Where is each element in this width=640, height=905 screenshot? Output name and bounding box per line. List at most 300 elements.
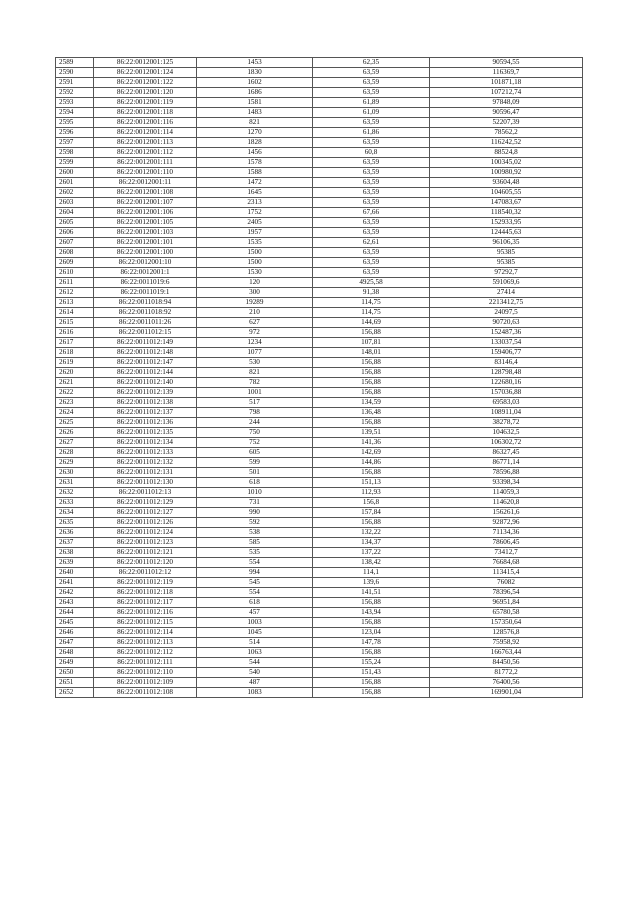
table-row bbox=[56, 118, 583, 128]
cadastral-value-cell: 78596,88 bbox=[430, 468, 583, 478]
table-row bbox=[56, 518, 583, 528]
area-cell: 1483 bbox=[197, 108, 313, 118]
cadastral-value-cell: 86327,45 bbox=[430, 448, 583, 458]
cadastral-value-cell: 104632,5 bbox=[430, 428, 583, 438]
area-cell: 2405 bbox=[197, 218, 313, 228]
specific-value-cell: 143,94 bbox=[313, 608, 430, 618]
row-number-cell: 2645 bbox=[56, 618, 94, 628]
specific-value-cell: 114,1 bbox=[313, 568, 430, 578]
row-number-cell: 2604 bbox=[56, 208, 94, 218]
specific-value-cell: 156,88 bbox=[313, 368, 430, 378]
row-number-cell: 2640 bbox=[56, 568, 94, 578]
cadastral-number-cell: 86:22:0012001:107 bbox=[94, 198, 197, 208]
cadastral-value-cell: 152487,36 bbox=[430, 328, 583, 338]
area-cell: 457 bbox=[197, 608, 313, 618]
cadastral-number-cell: 86:22:0011018:92 bbox=[94, 308, 197, 318]
area-cell: 585 bbox=[197, 538, 313, 548]
specific-value-cell: 63,59 bbox=[313, 248, 430, 258]
table-row bbox=[56, 568, 583, 578]
table-row bbox=[56, 488, 583, 498]
area-cell: 1045 bbox=[197, 628, 313, 638]
row-number-cell: 2617 bbox=[56, 338, 94, 348]
cadastral-number-cell: 86:22:0011012:114 bbox=[94, 628, 197, 638]
row-number-cell: 2652 bbox=[56, 688, 94, 698]
area-cell: 1588 bbox=[197, 168, 313, 178]
table-row bbox=[56, 548, 583, 558]
cadastral-number-cell: 86:22:0011012:127 bbox=[94, 508, 197, 518]
specific-value-cell: 63,59 bbox=[313, 78, 430, 88]
specific-value-cell: 67,66 bbox=[313, 208, 430, 218]
table-row bbox=[56, 188, 583, 198]
specific-value-cell: 136,48 bbox=[313, 408, 430, 418]
area-cell: 538 bbox=[197, 528, 313, 538]
area-cell: 1472 bbox=[197, 178, 313, 188]
table-row bbox=[56, 228, 583, 238]
cadastral-value-cell: 93604,48 bbox=[430, 178, 583, 188]
cadastral-number-cell: 86:22:0011018:94 bbox=[94, 298, 197, 308]
cadastral-number-cell: 86:22:0011012:137 bbox=[94, 408, 197, 418]
area-cell: 1270 bbox=[197, 128, 313, 138]
table-row bbox=[56, 138, 583, 148]
cadastral-number-cell: 86:22:0012001:116 bbox=[94, 118, 197, 128]
cadastral-number-cell: 86:22:0012001:11 bbox=[94, 178, 197, 188]
specific-value-cell: 156,88 bbox=[313, 418, 430, 428]
area-cell: 1828 bbox=[197, 138, 313, 148]
area-cell: 752 bbox=[197, 438, 313, 448]
cadastral-value-cell: 122680,16 bbox=[430, 378, 583, 388]
cadastral-number-cell: 86:22:0011012:110 bbox=[94, 668, 197, 678]
cadastral-number-cell: 86:22:0011012:130 bbox=[94, 478, 197, 488]
cadastral-value-cell: 69583,03 bbox=[430, 398, 583, 408]
cadastral-value-cell: 93398,34 bbox=[430, 478, 583, 488]
table-row bbox=[56, 388, 583, 398]
cadastral-value-cell: 133037,54 bbox=[430, 338, 583, 348]
cadastral-number-cell: 86:22:0011012:129 bbox=[94, 498, 197, 508]
table-row bbox=[56, 298, 583, 308]
table-row bbox=[56, 628, 583, 638]
table-row bbox=[56, 148, 583, 158]
table-row bbox=[56, 58, 583, 68]
cadastral-number-cell: 86:22:0011012:131 bbox=[94, 468, 197, 478]
cadastral-number-cell: 86:22:0012001:103 bbox=[94, 228, 197, 238]
area-cell: 618 bbox=[197, 598, 313, 608]
row-number-cell: 2596 bbox=[56, 128, 94, 138]
cadastral-value-cell: 92872,96 bbox=[430, 518, 583, 528]
cadastral-value-cell: 76684,68 bbox=[430, 558, 583, 568]
row-number-cell: 2621 bbox=[56, 378, 94, 388]
row-number-cell: 2631 bbox=[56, 478, 94, 488]
table-row bbox=[56, 198, 583, 208]
row-number-cell: 2641 bbox=[56, 578, 94, 588]
cadastral-number-cell: 86:22:0011012:140 bbox=[94, 378, 197, 388]
specific-value-cell: 151,13 bbox=[313, 478, 430, 488]
cadastral-number-cell: 86:22:0011012:121 bbox=[94, 548, 197, 558]
cadastral-number-cell: 86:22:0012001:124 bbox=[94, 68, 197, 78]
specific-value-cell: 156,88 bbox=[313, 468, 430, 478]
row-number-cell: 2637 bbox=[56, 538, 94, 548]
area-cell: 517 bbox=[197, 398, 313, 408]
cadastral-value-cell: 90596,47 bbox=[430, 108, 583, 118]
area-cell: 1003 bbox=[197, 618, 313, 628]
area-cell: 1686 bbox=[197, 88, 313, 98]
area-cell: 1234 bbox=[197, 338, 313, 348]
row-number-cell: 2650 bbox=[56, 668, 94, 678]
specific-value-cell: 63,59 bbox=[313, 188, 430, 198]
cadastral-number-cell: 86:22:0011012:116 bbox=[94, 608, 197, 618]
area-cell: 731 bbox=[197, 498, 313, 508]
row-number-cell: 2600 bbox=[56, 168, 94, 178]
cadastral-number-cell: 86:22:0011012:134 bbox=[94, 438, 197, 448]
row-number-cell: 2636 bbox=[56, 528, 94, 538]
area-cell: 1752 bbox=[197, 208, 313, 218]
cadastral-value-cell: 124445,63 bbox=[430, 228, 583, 238]
cadastral-value-cell: 97292,7 bbox=[430, 268, 583, 278]
table-row bbox=[56, 288, 583, 298]
cadastral-value-cell: 169901,04 bbox=[430, 688, 583, 698]
area-cell: 244 bbox=[197, 418, 313, 428]
table-row bbox=[56, 158, 583, 168]
table-row bbox=[56, 368, 583, 378]
cadastral-value-cell: 166763,44 bbox=[430, 648, 583, 658]
table-row bbox=[56, 538, 583, 548]
specific-value-cell: 132,22 bbox=[313, 528, 430, 538]
table-row bbox=[56, 478, 583, 488]
table-row bbox=[56, 688, 583, 698]
cadastral-value-cell: 65780,58 bbox=[430, 608, 583, 618]
table-row bbox=[56, 278, 583, 288]
specific-value-cell: 61,89 bbox=[313, 98, 430, 108]
specific-value-cell: 155,24 bbox=[313, 658, 430, 668]
row-number-cell: 2607 bbox=[56, 238, 94, 248]
area-cell: 1535 bbox=[197, 238, 313, 248]
row-number-cell: 2632 bbox=[56, 488, 94, 498]
cadastral-number-cell: 86:22:0011012:111 bbox=[94, 658, 197, 668]
table-row bbox=[56, 68, 583, 78]
cadastral-value-cell: 96106,35 bbox=[430, 238, 583, 248]
specific-value-cell: 156,88 bbox=[313, 618, 430, 628]
row-number-cell: 2590 bbox=[56, 68, 94, 78]
specific-value-cell: 134,37 bbox=[313, 538, 430, 548]
cadastral-number-cell: 86:22:0012001:111 bbox=[94, 158, 197, 168]
specific-value-cell: 156,88 bbox=[313, 688, 430, 698]
area-cell: 1010 bbox=[197, 488, 313, 498]
cadastral-number-cell: 86:22:0011012:136 bbox=[94, 418, 197, 428]
specific-value-cell: 156,88 bbox=[313, 358, 430, 368]
cadastral-value-cell: 118540,32 bbox=[430, 208, 583, 218]
row-number-cell: 2646 bbox=[56, 628, 94, 638]
area-cell: 1083 bbox=[197, 688, 313, 698]
cadastral-value-cell: 157350,64 bbox=[430, 618, 583, 628]
cadastral-value-cell: 78606,45 bbox=[430, 538, 583, 548]
cadastral-value-cell: 81772,2 bbox=[430, 668, 583, 678]
area-cell: 210 bbox=[197, 308, 313, 318]
specific-value-cell: 63,59 bbox=[313, 88, 430, 98]
row-number-cell: 2648 bbox=[56, 648, 94, 658]
row-number-cell: 2649 bbox=[56, 658, 94, 668]
table-row bbox=[56, 258, 583, 268]
row-number-cell: 2603 bbox=[56, 198, 94, 208]
cadastral-number-cell: 86:22:0011012:139 bbox=[94, 388, 197, 398]
table-row bbox=[56, 608, 583, 618]
area-cell: 501 bbox=[197, 468, 313, 478]
table-row bbox=[56, 108, 583, 118]
cadastral-number-cell: 86:22:0011012:108 bbox=[94, 688, 197, 698]
area-cell: 798 bbox=[197, 408, 313, 418]
specific-value-cell: 61,86 bbox=[313, 128, 430, 138]
cadastral-value-cell: 101871,18 bbox=[430, 78, 583, 88]
specific-value-cell: 156,88 bbox=[313, 598, 430, 608]
row-number-cell: 2642 bbox=[56, 588, 94, 598]
cadastral-number-cell: 86:22:0012001:100 bbox=[94, 248, 197, 258]
table-row bbox=[56, 438, 583, 448]
cadastral-number-cell: 86:22:0012001:125 bbox=[94, 58, 197, 68]
area-cell: 1578 bbox=[197, 158, 313, 168]
cadastral-number-cell: 86:22:0011012:112 bbox=[94, 648, 197, 658]
row-number-cell: 2589 bbox=[56, 58, 94, 68]
cadastral-number-cell: 86:22:0011012:126 bbox=[94, 518, 197, 528]
cadastral-number-cell: 86:22:0012001:113 bbox=[94, 138, 197, 148]
cadastral-number-cell: 86:22:0011012:15 bbox=[94, 328, 197, 338]
table-row bbox=[56, 558, 583, 568]
cadastral-value-cell: 27414 bbox=[430, 288, 583, 298]
cadastral-value-cell: 83146,4 bbox=[430, 358, 583, 368]
specific-value-cell: 144,86 bbox=[313, 458, 430, 468]
table-row bbox=[56, 308, 583, 318]
cadastral-value-cell: 71134,36 bbox=[430, 528, 583, 538]
cadastral-value-cell: 75958,92 bbox=[430, 638, 583, 648]
area-cell: 1500 bbox=[197, 248, 313, 258]
cadastral-number-cell: 86:22:0011019:6 bbox=[94, 278, 197, 288]
cadastral-value-cell: 95385 bbox=[430, 248, 583, 258]
cadastral-number-cell: 86:22:0011019:1 bbox=[94, 288, 197, 298]
specific-value-cell: 107,81 bbox=[313, 338, 430, 348]
row-number-cell: 2599 bbox=[56, 158, 94, 168]
specific-value-cell: 141,51 bbox=[313, 588, 430, 598]
area-cell: 19289 bbox=[197, 298, 313, 308]
cadastral-number-cell: 86:22:0012001:120 bbox=[94, 88, 197, 98]
area-cell: 1063 bbox=[197, 648, 313, 658]
table-row bbox=[56, 338, 583, 348]
table-body bbox=[56, 58, 583, 698]
specific-value-cell: 148,01 bbox=[313, 348, 430, 358]
table-row bbox=[56, 398, 583, 408]
row-number-cell: 2594 bbox=[56, 108, 94, 118]
table-row bbox=[56, 358, 583, 368]
specific-value-cell: 139,51 bbox=[313, 428, 430, 438]
area-cell: 821 bbox=[197, 118, 313, 128]
row-number-cell: 2619 bbox=[56, 358, 94, 368]
area-cell: 514 bbox=[197, 638, 313, 648]
cadastral-number-cell: 86:22:0011012:115 bbox=[94, 618, 197, 628]
area-cell: 1957 bbox=[197, 228, 313, 238]
specific-value-cell: 63,59 bbox=[313, 218, 430, 228]
area-cell: 1830 bbox=[197, 68, 313, 78]
cadastral-number-cell: 86:22:0012001:110 bbox=[94, 168, 197, 178]
row-number-cell: 2601 bbox=[56, 178, 94, 188]
specific-value-cell: 138,42 bbox=[313, 558, 430, 568]
row-number-cell: 2598 bbox=[56, 148, 94, 158]
cadastral-value-cell: 591069,6 bbox=[430, 278, 583, 288]
specific-value-cell: 63,59 bbox=[313, 268, 430, 278]
area-cell: 782 bbox=[197, 378, 313, 388]
cadastral-number-cell: 86:22:0011012:138 bbox=[94, 398, 197, 408]
cadastral-value-cell: 100980,92 bbox=[430, 168, 583, 178]
row-number-cell: 2633 bbox=[56, 498, 94, 508]
area-cell: 530 bbox=[197, 358, 313, 368]
cadastral-number-cell: 86:22:0011012:13 bbox=[94, 488, 197, 498]
area-cell: 540 bbox=[197, 668, 313, 678]
cadastral-value-cell: 2213412,75 bbox=[430, 298, 583, 308]
cadastral-value-table bbox=[55, 57, 583, 698]
area-cell: 2313 bbox=[197, 198, 313, 208]
specific-value-cell: 151,43 bbox=[313, 668, 430, 678]
row-number-cell: 2609 bbox=[56, 258, 94, 268]
cadastral-number-cell: 86:22:0011012:118 bbox=[94, 588, 197, 598]
row-number-cell: 2643 bbox=[56, 598, 94, 608]
specific-value-cell: 62,61 bbox=[313, 238, 430, 248]
cadastral-number-cell: 86:22:0011012:133 bbox=[94, 448, 197, 458]
table-row bbox=[56, 468, 583, 478]
area-cell: 605 bbox=[197, 448, 313, 458]
area-cell: 1453 bbox=[197, 58, 313, 68]
cadastral-number-cell: 86:22:0012001:112 bbox=[94, 148, 197, 158]
row-number-cell: 2635 bbox=[56, 518, 94, 528]
cadastral-number-cell: 86:22:0011012:119 bbox=[94, 578, 197, 588]
cadastral-number-cell: 86:22:0012001:1 bbox=[94, 268, 197, 278]
cadastral-number-cell: 86:22:0011012:117 bbox=[94, 598, 197, 608]
row-number-cell: 2602 bbox=[56, 188, 94, 198]
row-number-cell: 2634 bbox=[56, 508, 94, 518]
row-number-cell: 2644 bbox=[56, 608, 94, 618]
row-number-cell: 2639 bbox=[56, 558, 94, 568]
table-row bbox=[56, 598, 583, 608]
specific-value-cell: 139,6 bbox=[313, 578, 430, 588]
specific-value-cell: 63,59 bbox=[313, 158, 430, 168]
row-number-cell: 2614 bbox=[56, 308, 94, 318]
row-number-cell: 2605 bbox=[56, 218, 94, 228]
cadastral-number-cell: 86:22:0011012:144 bbox=[94, 368, 197, 378]
table-row bbox=[56, 248, 583, 258]
cadastral-number-cell: 86:22:0012001:118 bbox=[94, 108, 197, 118]
table-row bbox=[56, 638, 583, 648]
area-cell: 120 bbox=[197, 278, 313, 288]
table-row bbox=[56, 318, 583, 328]
row-number-cell: 2592 bbox=[56, 88, 94, 98]
specific-value-cell: 63,59 bbox=[313, 258, 430, 268]
cadastral-value-cell: 147083,67 bbox=[430, 198, 583, 208]
cadastral-value-cell: 128798,48 bbox=[430, 368, 583, 378]
cadastral-value-cell: 113415,4 bbox=[430, 568, 583, 578]
area-cell: 535 bbox=[197, 548, 313, 558]
cadastral-number-cell: 86:22:0011011:26 bbox=[94, 318, 197, 328]
specific-value-cell: 156,8 bbox=[313, 498, 430, 508]
table-row bbox=[56, 218, 583, 228]
row-number-cell: 2624 bbox=[56, 408, 94, 418]
specific-value-cell: 114,75 bbox=[313, 298, 430, 308]
area-cell: 1530 bbox=[197, 268, 313, 278]
cadastral-value-cell: 78396,54 bbox=[430, 588, 583, 598]
cadastral-number-cell: 86:22:0011012:12 bbox=[94, 568, 197, 578]
cadastral-number-cell: 86:22:0011012:113 bbox=[94, 638, 197, 648]
table-row bbox=[56, 618, 583, 628]
row-number-cell: 2623 bbox=[56, 398, 94, 408]
cadastral-value-cell: 97848,09 bbox=[430, 98, 583, 108]
table-row bbox=[56, 98, 583, 108]
row-number-cell: 2626 bbox=[56, 428, 94, 438]
specific-value-cell: 144,69 bbox=[313, 318, 430, 328]
area-cell: 1456 bbox=[197, 148, 313, 158]
table-row bbox=[56, 578, 583, 588]
specific-value-cell: 63,59 bbox=[313, 168, 430, 178]
specific-value-cell: 112,93 bbox=[313, 488, 430, 498]
row-number-cell: 2595 bbox=[56, 118, 94, 128]
area-cell: 1645 bbox=[197, 188, 313, 198]
cadastral-number-cell: 86:22:0012001:101 bbox=[94, 238, 197, 248]
cadastral-number-cell: 86:22:0012001:122 bbox=[94, 78, 197, 88]
cadastral-number-cell: 86:22:0012001:119 bbox=[94, 98, 197, 108]
cadastral-value-cell: 90594,55 bbox=[430, 58, 583, 68]
area-cell: 1001 bbox=[197, 388, 313, 398]
area-cell: 627 bbox=[197, 318, 313, 328]
cadastral-value-cell: 156261,6 bbox=[430, 508, 583, 518]
specific-value-cell: 61,09 bbox=[313, 108, 430, 118]
row-number-cell: 2597 bbox=[56, 138, 94, 148]
cadastral-value-cell: 107212,74 bbox=[430, 88, 583, 98]
area-cell: 1581 bbox=[197, 98, 313, 108]
area-cell: 545 bbox=[197, 578, 313, 588]
specific-value-cell: 142,69 bbox=[313, 448, 430, 458]
cadastral-value-cell: 157036,88 bbox=[430, 388, 583, 398]
area-cell: 821 bbox=[197, 368, 313, 378]
table-row bbox=[56, 678, 583, 688]
cadastral-number-cell: 86:22:0011012:147 bbox=[94, 358, 197, 368]
cadastral-value-cell: 76400,56 bbox=[430, 678, 583, 688]
specific-value-cell: 91,38 bbox=[313, 288, 430, 298]
cadastral-value-cell: 76082 bbox=[430, 578, 583, 588]
table-row bbox=[56, 498, 583, 508]
specific-value-cell: 63,59 bbox=[313, 138, 430, 148]
cadastral-number-cell: 86:22:0011012:123 bbox=[94, 538, 197, 548]
cadastral-value-cell: 38278,72 bbox=[430, 418, 583, 428]
cadastral-number-cell: 86:22:0011012:132 bbox=[94, 458, 197, 468]
cadastral-value-cell: 116369,7 bbox=[430, 68, 583, 78]
area-cell: 487 bbox=[197, 678, 313, 688]
specific-value-cell: 114,75 bbox=[313, 308, 430, 318]
table-row bbox=[56, 458, 583, 468]
table-row bbox=[56, 268, 583, 278]
area-cell: 1500 bbox=[197, 258, 313, 268]
area-cell: 300 bbox=[197, 288, 313, 298]
cadastral-value-cell: 106302,72 bbox=[430, 438, 583, 448]
cadastral-number-cell: 86:22:0011012:149 bbox=[94, 338, 197, 348]
table-row bbox=[56, 648, 583, 658]
row-number-cell: 2611 bbox=[56, 278, 94, 288]
table-row bbox=[56, 428, 583, 438]
specific-value-cell: 62,35 bbox=[313, 58, 430, 68]
table-row bbox=[56, 348, 583, 358]
specific-value-cell: 63,59 bbox=[313, 198, 430, 208]
cadastral-value-cell: 73412,7 bbox=[430, 548, 583, 558]
row-number-cell: 2625 bbox=[56, 418, 94, 428]
area-cell: 750 bbox=[197, 428, 313, 438]
specific-value-cell: 156,88 bbox=[313, 518, 430, 528]
cadastral-value-cell: 88524,8 bbox=[430, 148, 583, 158]
row-number-cell: 2627 bbox=[56, 438, 94, 448]
area-cell: 544 bbox=[197, 658, 313, 668]
cadastral-value-cell: 86771,14 bbox=[430, 458, 583, 468]
area-cell: 554 bbox=[197, 588, 313, 598]
cadastral-number-cell: 86:22:0011012:135 bbox=[94, 428, 197, 438]
